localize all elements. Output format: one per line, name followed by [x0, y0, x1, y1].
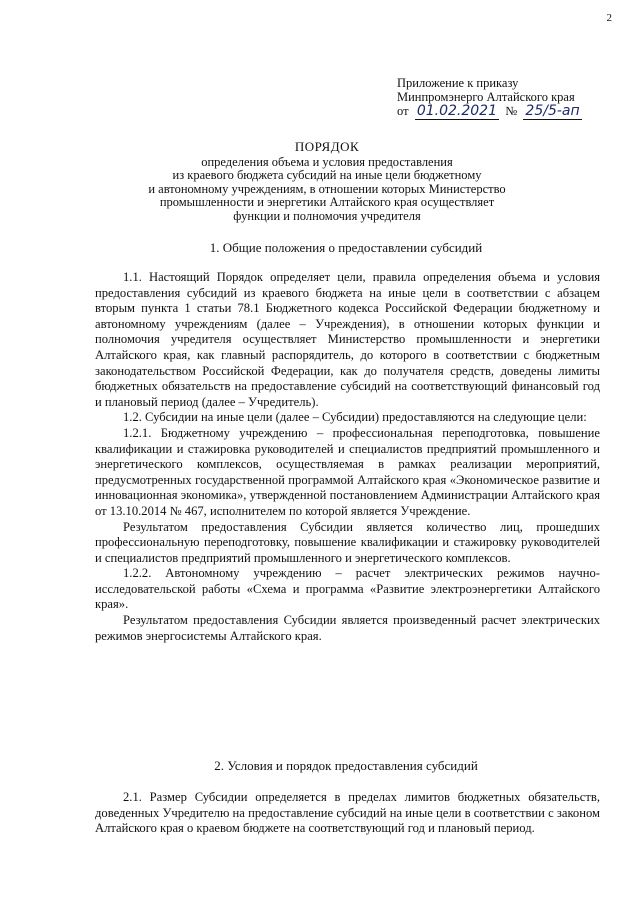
order-date: 01.02.2021	[416, 103, 497, 119]
title-line-1: определения объема и условия предоставления	[201, 154, 453, 169]
date-prefix: от	[397, 104, 409, 118]
appendix-header	[397, 76, 617, 118]
paragraph-1-2: 1.2. Субсидии на иные цели (далее – Субсидии) предоставляются на следующие цели:	[123, 410, 587, 425]
section-2-heading: 2. Условия и порядок предоставления субсидий	[214, 758, 478, 773]
title-line-5: функции и полномочия учредителя	[233, 208, 421, 223]
document-title	[0, 140, 640, 224]
paragraph-result-1: Результатом предоставления Субсидии является количество лиц, прошедших профессиональную переподготовку, повышение квалификации и стажировку руководителей и специалистов предприятий промышленного и энергетического комплексов.	[95, 519, 600, 565]
paragraph-2-1: 2.1. Размер Субсидии определяется в пределах лимитов бюджетных обязательств, доведенных Учредителю на предоставление субсидий на иные цели в соответствии с законом Алтайского края о краевом бюджете на соответствующий год и плановый период.	[95, 790, 600, 836]
paragraph-1-1: 1.1. Настоящий Порядок определяет цели, правила определения объема и условия предоставления субсидий из краевого бюджета на иные цели в соответствии с абзацем вторым пункта 1 статьи 78.1 Бюджетного кодекса Российской Федерации бюджетному и автономному учреждениям (далее – Учреждения), в отношении которых функции и полномочия учредителя осуществляет Министерство промышленности и энергетики Алтайского края, как главный распорядитель, до которого в соответствии с бюджетным законодательством Российской Федерации, как до получателя средств, доведены лимиты бюджетных обязательств на предоставление субсидий на соответствующий финансовый год и плановый период (далее – Учредитель).	[95, 270, 600, 409]
title-line-2: из краевого бюджета субсидий на иные цели бюджетному	[172, 168, 482, 183]
section-2-body	[95, 790, 600, 837]
title-line-4: промышленности и энергетики Алтайского края осуществляет	[159, 195, 495, 210]
paragraph-result-2: Результатом предоставления Субсидии является произведенный расчет электрических режимов энергосистемы Алтайского края.	[95, 613, 600, 643]
section-1-heading: 1. Общие положения о предоставлении субсидий	[209, 240, 483, 255]
paragraph-1-2-2: 1.2.2. Автономному учреждению – расчет электрических режимов научно-исследовательской работы «Схема и программа «Развитие электроэнергетики Алтайского края».	[95, 566, 600, 612]
order-number: 25/5-ап	[525, 103, 580, 119]
appendix-line-2: Минпромэнерго Алтайского края	[397, 90, 575, 104]
title-main: ПОРЯДОК	[294, 139, 360, 154]
section-1-body	[95, 270, 600, 644]
title-line-3: и автономному учреждениям, в отношении которых Министерство	[148, 181, 506, 196]
appendix-date-row	[397, 104, 617, 118]
appendix-line-1: Приложение к приказу	[397, 76, 519, 90]
page-number: 2	[606, 12, 612, 24]
number-prefix: №	[505, 104, 518, 118]
paragraph-1-2-1: 1.2.1. Бюджетному учреждению – профессиональная переподготовка, повышение квалификации и стажировка руководителей и специалистов предприятий промышленного и энергетического комплексов, осуществляемая в рамках реализации мероприятий, предусмотренных государственной программой Алтайского края «Экономическое развитие и инновационная экономика», утвержденной постановлением Администрации Алтайского края от 13.10.2014 № 467, исполнителем по которой является Учреждение.	[95, 425, 600, 518]
